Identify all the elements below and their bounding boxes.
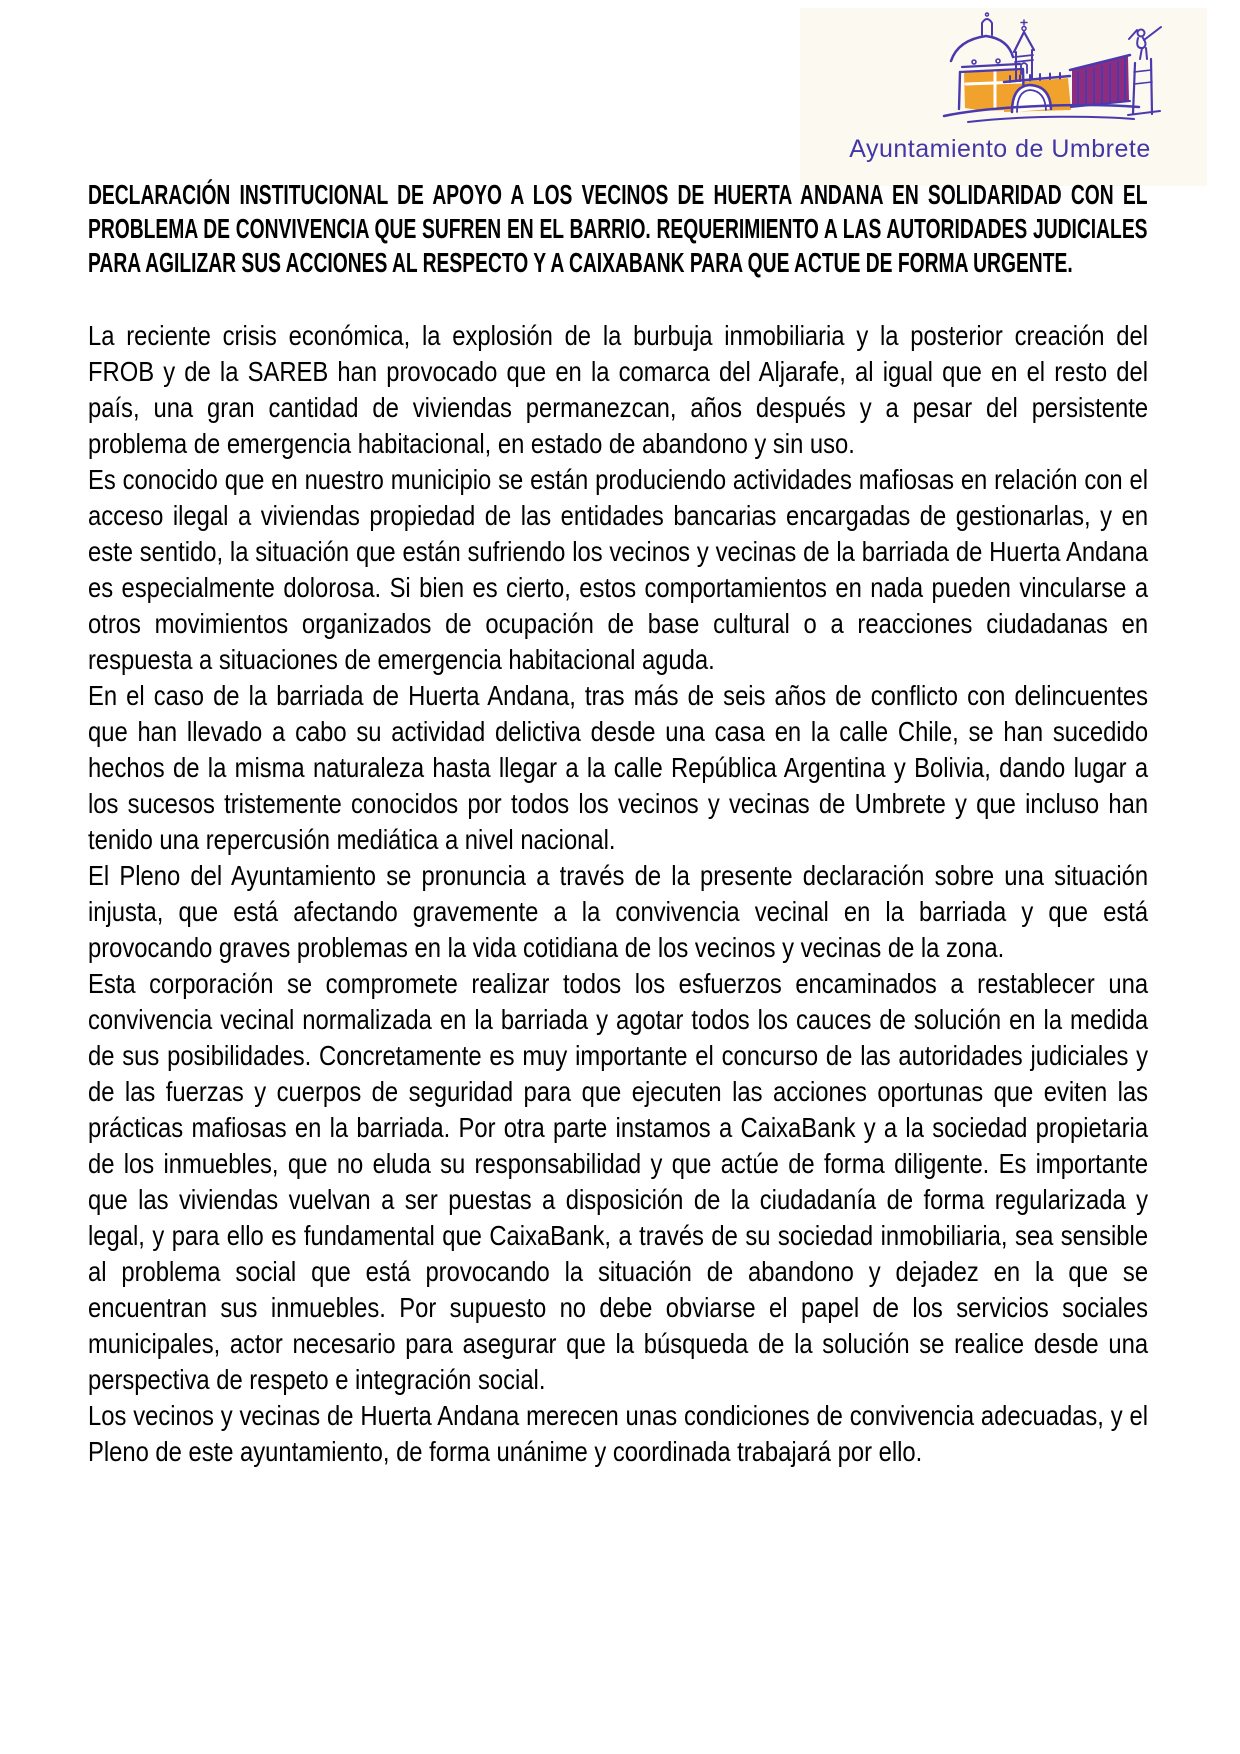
body-paragraph: Los vecinos y vecinas de Huerta Andana merecen unas condiciones de convivencia adecuadas, y el Pleno de este ayuntamiento, de forma unánime y coordinada trabajará por ello.	[88, 1400, 1149, 1467]
umbrete-logo	[800, 8, 1207, 186]
umbrete-wordmark: Ayuntamiento de Umbrete	[849, 135, 1151, 163]
document-title: DECLARACIÓN INSTITUCIONAL DE APOYO A LOS VECINOS DE HUERTA ANDANA EN SOLIDARIDAD CON EL PROBLEMA DE CONVIVENCIA QUE SUFREN EN EL BARRIO. REQUERIMIENTO A LAS AUTORIDADES JUDICIALES PARA AGILIZAR SUS ACCIONES AL RESPECTO Y A CAIXABANK PARA QUE ACTUE DE FORMA URGENTE.	[88, 179, 1148, 278]
document-body	[88, 318, 1148, 1470]
body-paragraph: La reciente crisis económica, la explosión de la burbuja inmobiliaria y la posterior creación del FROB y de la SAREB han provocado que en la comarca del Aljarafe, al igual que en el resto del país, una gran cantidad de viviendas permanezcan, años después y a pesar del persistente problema de emergencia habitacional, en estado de abandono y sin uso.	[88, 320, 1149, 459]
body-paragraph: Es conocido que en nuestro municipio se están produciendo actividades mafiosas en relación con el acceso ilegal a viviendas propiedad de las entidades bancarias encargadas de gestionarlas, y en este sentido, la situación que están sufriendo los vecinos y vecinas de la barriada de Huerta Andana es especialmente dolorosa. Si bien es cierto, estos comportamientos en nada pueden vincularse a otros movimientos organizados de ocupación de base cultural o a reacciones ciudadanas en respuesta a situaciones de emergencia habitacional aguda.	[88, 464, 1149, 675]
body-paragraph: El Pleno del Ayuntamiento se pronuncia a través de la presente declaración sobre una situación injusta, que está afectando gravemente a la convivencia vecinal en la barriada y que está provocando graves problemas en la vida cotidiana de los vecinos y vecinas de la zona.	[88, 860, 1149, 963]
body-paragraph: En el caso de la barriada de Huerta Andana, tras más de seis años de conflicto con delincuentes que han llevado a cabo su actividad delictiva desde una casa en la calle Chile, se han sucedido hechos de la misma naturaleza hasta llegar a la calle República Argentina y Bolivia, dando lugar a los sucesos tristemente conocidos por todos los vecinos y vecinas de Umbrete y que incluso han tenido una repercusión mediática a nivel nacional.	[88, 680, 1149, 855]
body-paragraph: Esta corporación se compromete realizar todos los esfuerzos encaminados a restablecer una convivencia vecinal normalizada en la barriada y agotar todos los cauces de solución en la medida de sus posibilidades. Concretamente es muy importante el concurso de las autoridades judiciales y de las fuerzas y cuerpos de seguridad para que ejecuten las acciones oportunas que eviten las prácticas mafiosas en la barriada. Por otra parte instamos a CaixaBank y a la sociedad propietaria de los inmuebles, que no eluda su responsabilidad y que actúe de forma diligente. Es importante que las viviendas vuelvan a ser puestas a disposición de la ciudadanía de forma regularizada y legal, y para ello es fundamental que CaixaBank, a través de su sociedad inmobiliaria, sea sensible al problema social que está provocando la situación de abandono y dejadez en la que se encuentran sus inmuebles. Por supuesto no debe obviarse el papel de los servicios sociales municipales, actor necesario para asegurar que la búsqueda de la solución se realice desde una perspectiva de respeto e integración social.	[88, 968, 1149, 1395]
umbrete-logo-icon	[938, 12, 1163, 127]
